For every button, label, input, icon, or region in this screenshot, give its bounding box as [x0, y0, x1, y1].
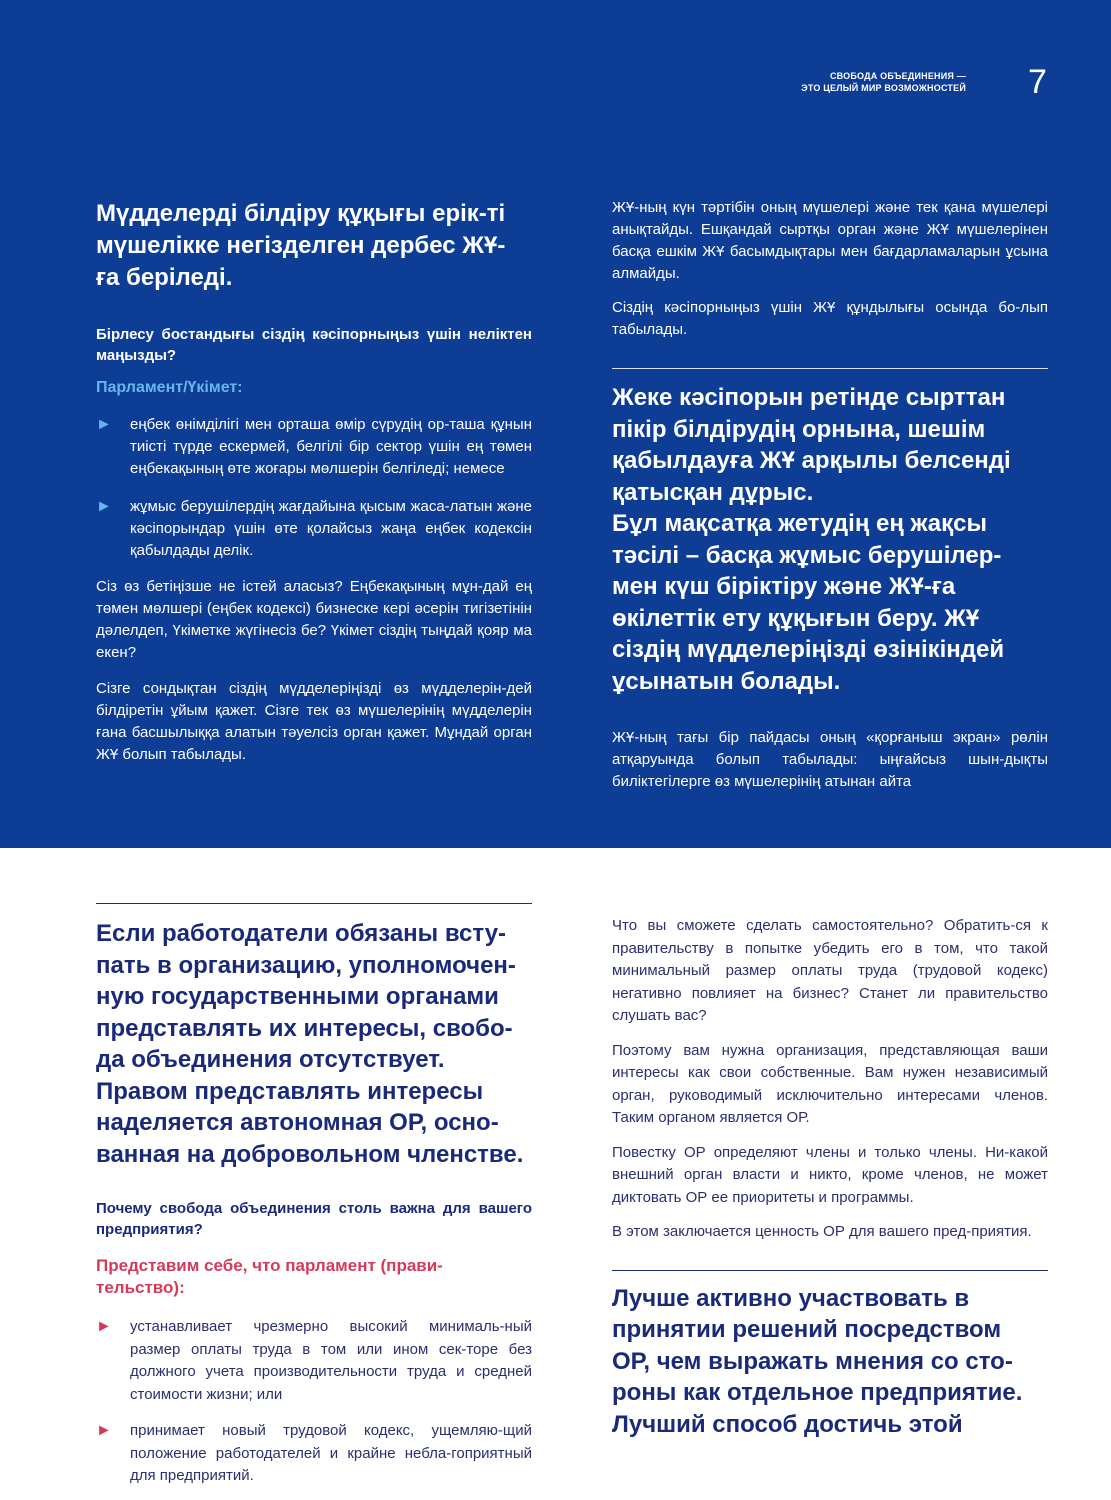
section-divider — [612, 368, 1048, 369]
ru-highlight-line: принятии решений посредством — [612, 1316, 1002, 1343]
kz-question: Бірлесу бостандығы сіздің кәсіпорныңыз үшін неліктен маңызды? — [96, 326, 532, 364]
ru-highlight — [612, 1283, 1048, 1441]
kz-highlight-line: қатысқан дұрыс. — [612, 478, 814, 506]
ru-heading-line: Если работодатели обязаны всту- — [96, 920, 507, 947]
ru-highlight-line: роны как отдельное предприятие. — [612, 1379, 1023, 1406]
ru-heading-line: представлять их интересы, свобо- — [96, 1014, 513, 1042]
ru-paragraph: В этом заключается ценность ОР для вашего пред-приятия. — [612, 1223, 1032, 1240]
kz-bullet-item — [96, 496, 532, 562]
running-header-line2: ЭТО ЦЕЛЫЙ МИР ВОЗМОЖНОСТЕЙ — [801, 83, 966, 93]
kz-highlight-line: қабылдауға ЖҰ арқылы белсенді — [612, 447, 1011, 474]
kz-paragraph: Сіздің кәсіпорныңыз үшін ЖҰ құндылығы осында бо-лып табылады. — [612, 299, 1048, 338]
kz-subheading: Парламент/Үкімет: — [96, 379, 243, 396]
kz-paragraph: ЖҰ-ның тағы бір пайдасы оның «қорғаныш экран» рөлін атқаруында болып табылады: ыңғайсыз шын-дықты биліктегілерге өз мүшелерінің атынан айта — [612, 729, 1048, 790]
ru-highlight-line: Лучше активно участвовать в — [612, 1284, 970, 1312]
kz-highlight-line: сіздің мүдделеріңізді өзінікіндей — [612, 636, 1005, 663]
ru-highlight-line: ОР, чем выражать мнения со сто- — [612, 1347, 1013, 1375]
kz-highlight-line: Жеке кәсіпорын ретінде сырттан — [612, 384, 1006, 411]
kz-highlight-line: пікір білдірудің орнына, шешім — [612, 415, 986, 443]
ru-heading-line: ванная на добровольном членстве. — [96, 1140, 524, 1168]
ru-heading-line: Правом представлять интересы — [96, 1077, 484, 1105]
kz-right-column — [612, 197, 1048, 793]
ru-subheading-line: тельство): — [96, 1278, 185, 1297]
ru-paragraph: Что вы сможете сделать самостоятельно? Обратить-ся к правительству в попытке убедить его в том, что такой минимальный размер оплаты труда (трудовой кодекс) негативно повлияет на бизнес? Станет ли правительство слушать вас? — [612, 917, 1048, 1024]
ru-paragraph: Повестку ОР определяют члены и только члены. Ни-какой внешний орган власти и никто, кроме членов, не может диктовать ОР ее приоритеты и программы. — [612, 1143, 1048, 1206]
triangle-bullet-icon: ► — [96, 416, 112, 433]
kz-highlight-line: өкілеттік ету құқығын беру. ЖҰ — [612, 604, 980, 632]
ru-heading-line: пать в организацию, уполномочен- — [96, 951, 516, 979]
ru-heading-line: ную государственными органами — [96, 983, 499, 1010]
running-header-line1: СВОБОДА ОБЪЕДИНЕНИЯ — — [829, 71, 966, 81]
kz-paragraph: Сізге сондықтан сіздің мүдделеріңізді өз мүдделерін-дей білдіретін ұйым қажет. Сізге тек өз мүшелерінің мүдделерін ғана басшылыққа алатын тәуелсіз орган қажет. Мұндай орган ЖҰ болып табылады. — [96, 680, 532, 763]
ru-subheading — [96, 1255, 532, 1299]
ru-bullet-text: устанавливает чрезмерно высокий минималь-ный размер оплаты труда в том или ином сек-торе без должного учета производительности труда и средней стоимости жизни; или — [130, 1318, 532, 1403]
triangle-bullet-icon: ► — [96, 498, 112, 515]
ru-heading-line: наделяется автономная ОР, осно- — [96, 1109, 499, 1136]
kz-highlight-line: ұсынатын болады. — [612, 667, 841, 695]
running-header — [801, 70, 966, 94]
kz-highlight — [612, 382, 1048, 697]
ru-subheading-line: Представим себе, что парламент (прави- — [96, 1256, 443, 1275]
ru-heading — [96, 918, 532, 1170]
kz-highlight-line: тәсілі – басқа жұмыс берушілер- — [612, 541, 1002, 569]
ru-question: Почему свобода объединения столь важна для вашего предприятия? — [96, 1200, 532, 1238]
kz-paragraph: ЖҰ-ның күн тәртібін оның мүшелері және тек қана мүшелері анықтайды. Ешқандай сыртқы орган және ЖҰ мүшелерінен басқа ешкім ЖҰ басымдықтары мен бағдарламаларын ұсына алмайды. — [612, 199, 1048, 282]
kz-heading: Мүдделерді білдіру құқығы ерік-ті мүшелікке негізделген дербес ЖҰ-ға беріледі. — [96, 200, 506, 291]
kz-highlight-line: мен күш біріктіру және ЖҰ-ға — [612, 573, 956, 600]
triangle-bullet-icon: ► — [96, 1318, 112, 1335]
section-divider — [96, 903, 532, 904]
kz-left-column — [96, 198, 532, 766]
section-divider — [612, 1270, 1048, 1271]
kz-bullet-text: жұмыс берушілердің жағдайына қысым жаса-латын және кәсіпорындар үшін өте қолайсыз жаңа еңбек кодексін қабылдады делік. — [130, 498, 532, 559]
ru-highlight-line: Лучший способ достичь этой — [612, 1410, 963, 1438]
ru-right-column — [612, 915, 1048, 1440]
kz-bullet-item — [96, 414, 532, 480]
kz-paragraph: Сіз өз бетіңізше не істей аласыз? Еңбекақының мұн-дай ең төмен мөлшері (еңбек кодексі) бизнеске кері әсерін тигізетінін дәлелдеп, Үкіметке жүгінесіз бе? Үкімет сіздің тыңдай қояр ма екен? — [96, 578, 532, 661]
ru-bullet-item — [96, 1316, 532, 1406]
ru-bullet-text: принимает новый трудовой кодекс, ущемляю-щий положение работодателей и крайне небла-гоприятный для предприятий. — [130, 1422, 532, 1484]
kz-bullet-text: еңбек өнімділігі мен орташа өмір сүрудің ор-таша құнын тиісті түрде ескермей, белгілі бір сектор үшін ең төмен еңбекақының өте жоғары мөлшерін белгіледі; немесе — [130, 416, 532, 477]
page-number: 7 — [1028, 63, 1047, 101]
ru-paragraph: Поэтому вам нужна организация, представляющая ваши интересы как свои собственные. Вам нужен независимый орган, руководимый исключительно интересами членов. Таким органом является ОР. — [612, 1041, 1048, 1126]
ru-left-column — [96, 903, 532, 1488]
triangle-bullet-icon: ► — [96, 1422, 112, 1439]
kz-highlight-line: Бұл мақсатқа жетудің ең жақсы — [612, 510, 987, 537]
ru-bullet-item — [96, 1420, 532, 1488]
ru-heading-line: да объединения отсутствует. — [96, 1046, 445, 1073]
